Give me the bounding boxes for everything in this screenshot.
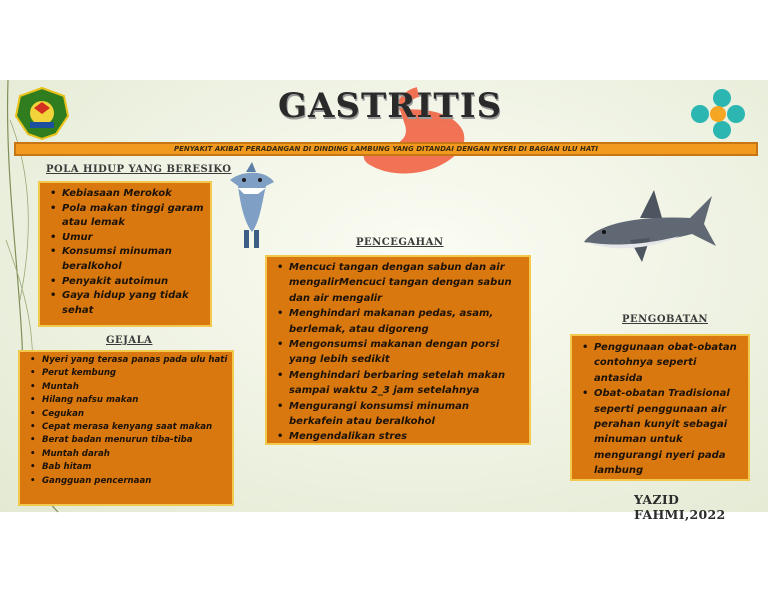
health-ministry-logo-icon xyxy=(686,86,750,142)
list-item: • Menghindari makanan pedas, asam, berlemak, atau digoreng xyxy=(289,306,525,337)
list-item: • Penyakit autoimun xyxy=(62,275,206,290)
list-item: • Nyeri yang terasa panas pada ulu hati xyxy=(42,354,228,367)
treatment-box xyxy=(570,334,750,481)
list-item: • Menghindari berbaring setelah makan sampai waktu 2_3 jam setelahnya xyxy=(289,368,525,399)
list-item: • Muntah darah xyxy=(42,448,228,461)
shark-icon xyxy=(580,180,718,272)
list-item: • Cegukan xyxy=(42,408,228,421)
list-item: • Mengendalikan stres xyxy=(289,429,525,444)
list-item: • Penggunaan obat-obatan contohnya seperti antasida xyxy=(594,340,744,386)
prevention-header: PENCEGAHAN xyxy=(356,237,444,248)
lifestyle-box xyxy=(38,181,212,327)
list-item: • Bab hitam xyxy=(42,461,228,474)
list-item: • Muntah xyxy=(42,381,228,394)
list-item: • Konsumsi minuman beralkohol xyxy=(62,245,206,274)
list-item: • Mengurangi konsumsi minuman berkafein atau beralkohol xyxy=(289,399,525,430)
lifestyle-header: POLA HIDUP YANG BERESIKO xyxy=(46,164,232,175)
list-item: • Kebiasaan Merokok xyxy=(62,187,206,202)
page-title: GASTRITIS xyxy=(278,86,503,126)
list-item: • Mengonsumsi makanan dengan porsi yang lebih sedikit xyxy=(289,337,525,368)
list-item: • Cepat merasa kenyang saat makan xyxy=(42,421,228,434)
author-signature: YAZID FAHMI,2022 xyxy=(634,492,726,522)
prevention-box xyxy=(265,255,531,445)
cartoon-shark-icon xyxy=(222,162,282,254)
list-item: • Obat-obatan Tradisional seperti penggunaan air perahan kunyit sebagai minuman untuk mengurangi nyeri pada lambung xyxy=(594,386,744,478)
list-item: • Perut kembung xyxy=(42,367,228,380)
symptoms-header: GEJALA xyxy=(106,335,153,346)
list-item: • Mencuci tangan dengan sabun dan air mengalirMencuci tangan dengan sabun dan air mengalir xyxy=(289,260,525,306)
list-item: • Umur xyxy=(62,231,206,246)
symptoms-box xyxy=(18,350,234,506)
subtitle-banner: PENYAKIT AKIBAT PERADANGAN DI DINDING LAMBUNG YANG DITANDAI DENGAN NYERI DI BAGIAN ULU HATI xyxy=(14,142,758,156)
list-item: • Berat badan menurun tiba-tiba xyxy=(42,434,228,447)
treatment-header: PENGOBATAN xyxy=(622,314,708,325)
list-item: • Gaya hidup yang tidak sehat xyxy=(62,289,206,318)
list-item: • Gangguan pencernaan xyxy=(42,475,228,488)
list-item: • Pola makan tinggi garam atau lemak xyxy=(62,202,206,231)
slide xyxy=(0,80,768,522)
university-emblem-icon xyxy=(12,86,72,140)
list-item: • Hilang nafsu makan xyxy=(42,394,228,407)
